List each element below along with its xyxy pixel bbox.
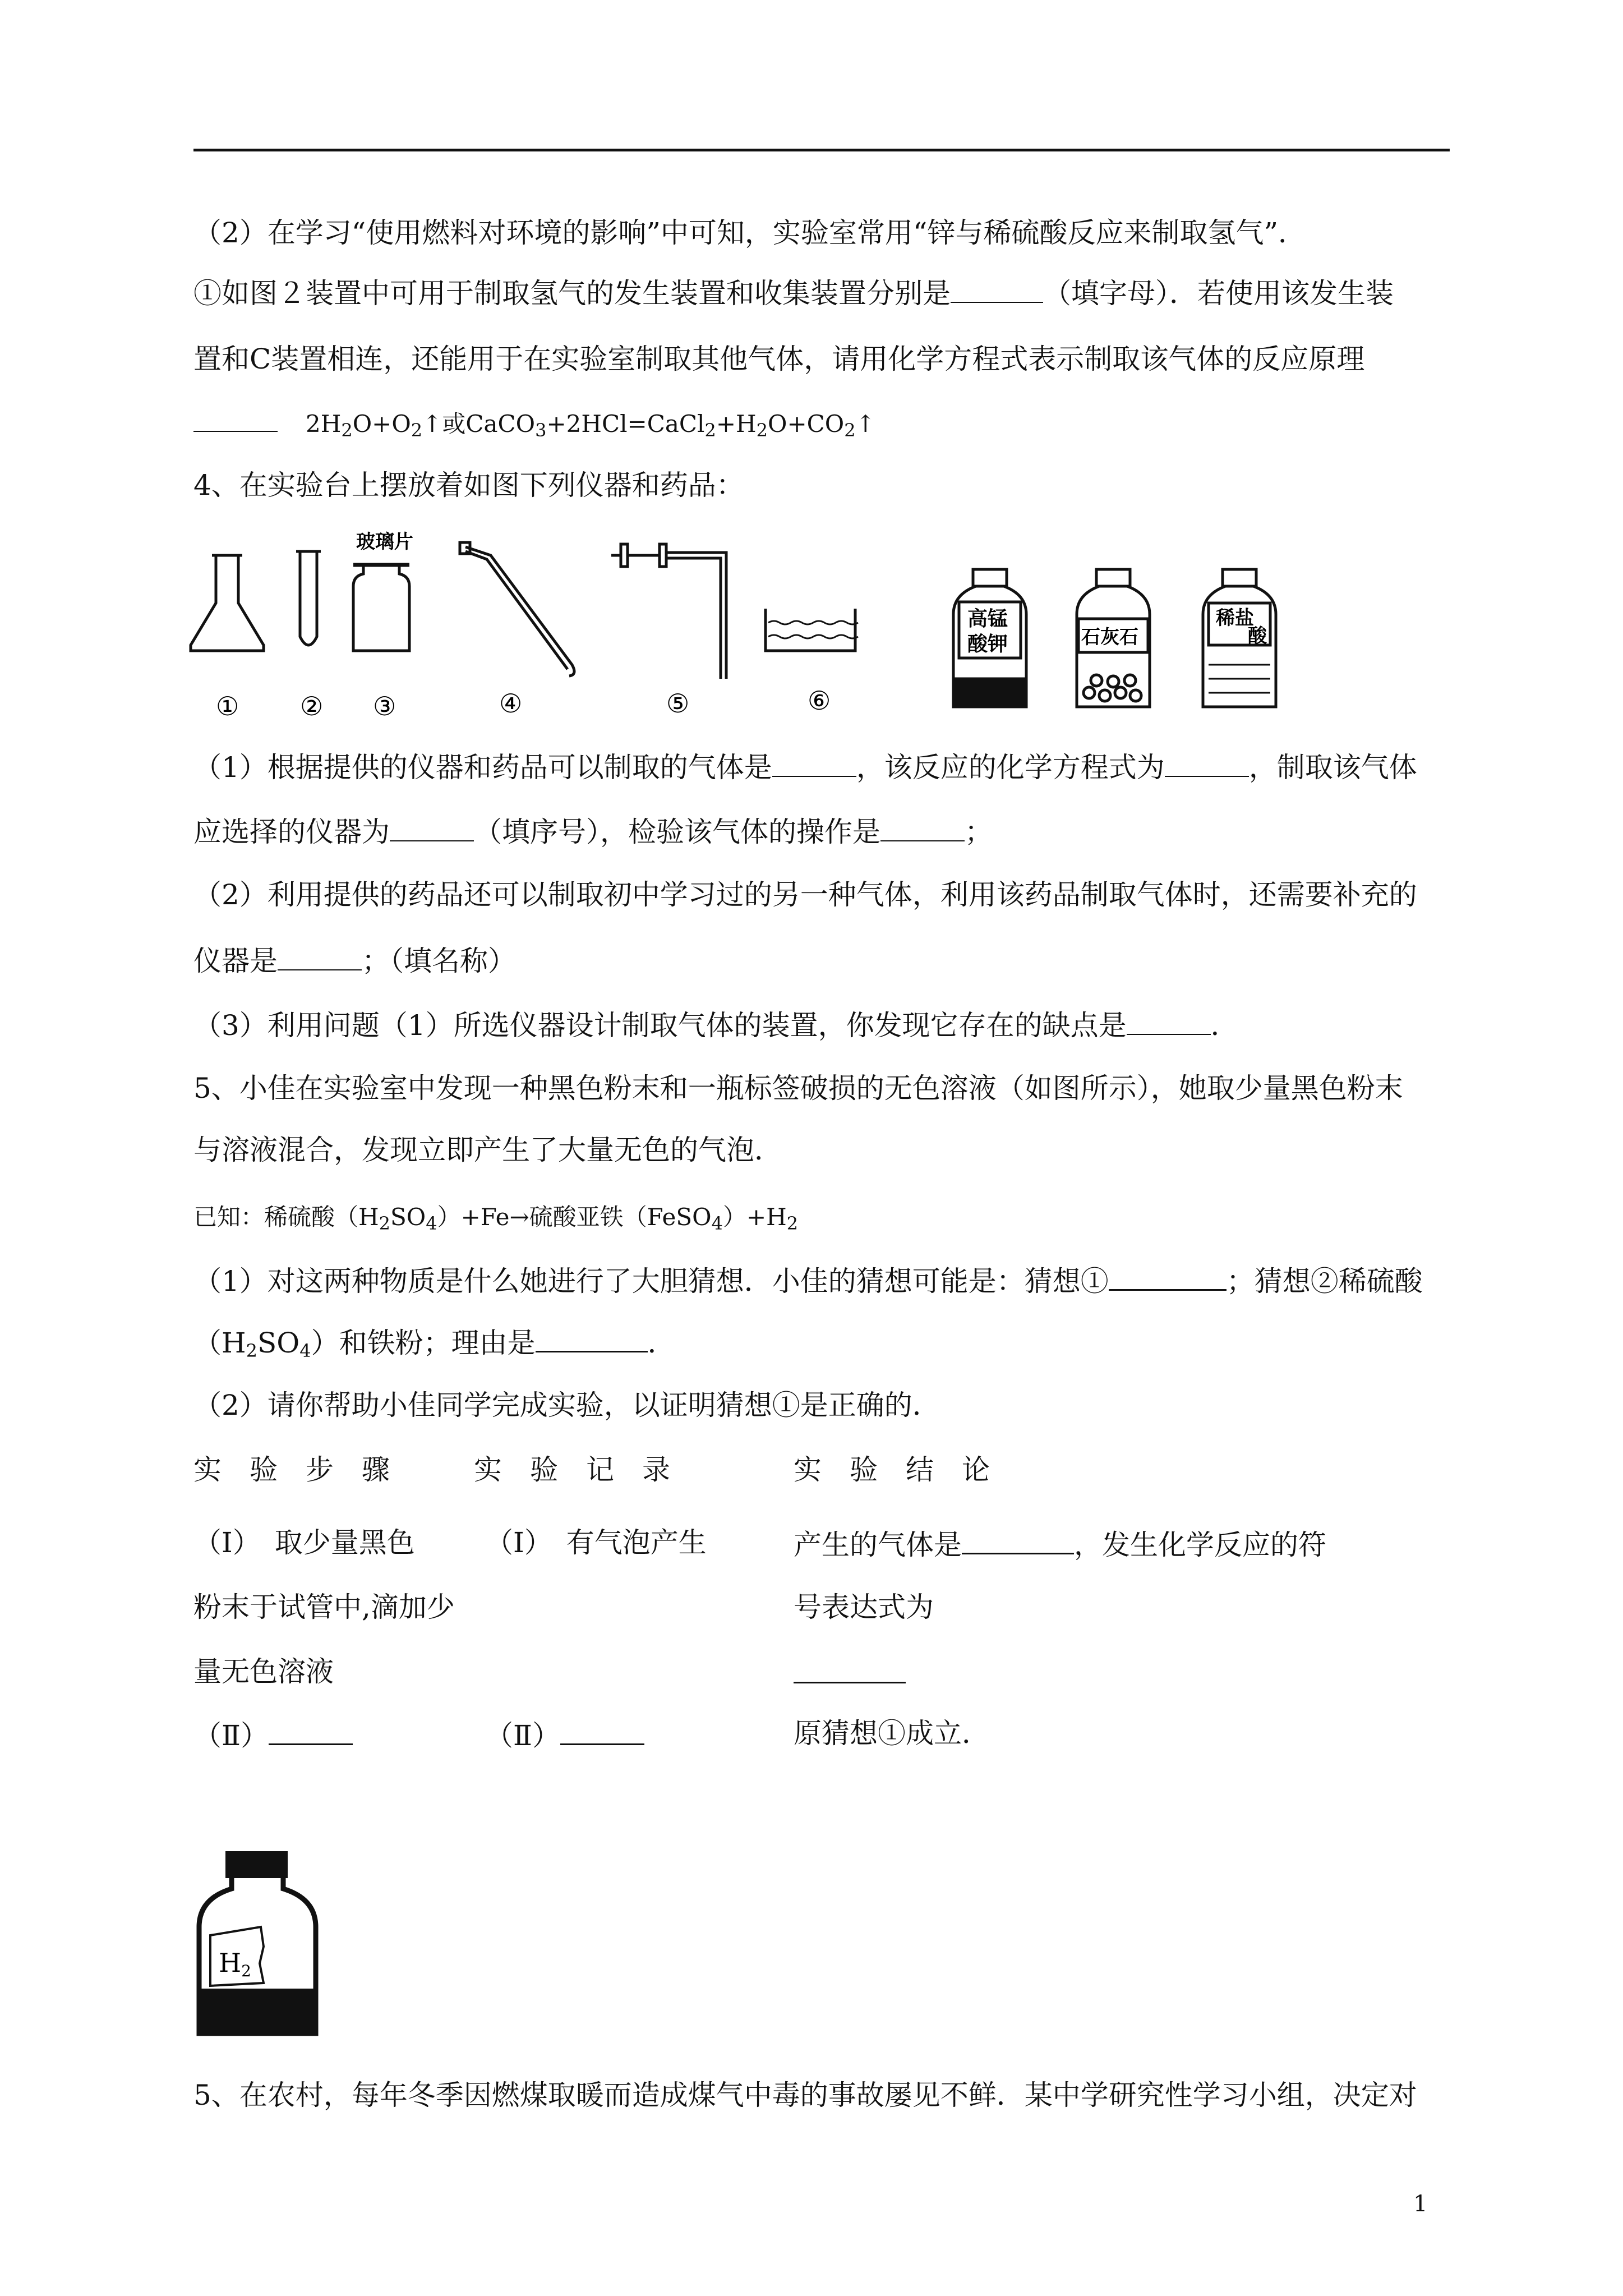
bottle1-label-top: 高锰 <box>967 607 1008 631</box>
table-r4-steps: （Ⅱ） <box>193 1717 353 1752</box>
q3-line3: $2H_2O+O_2↑$或$CaCO_3+2HCl=CaCl_2+H_2O+CO_2↑$ <box>193 404 875 447</box>
bottle3-label-top: 稀盐 <box>1216 607 1254 629</box>
q4-p2-line2: 仪器是 ；（填名称） <box>193 942 516 978</box>
q3-line1: ①如图２装置中可用于制取氢气的发生装置和收集装置分别是 （填字母）．若使用该发生装 <box>193 275 1394 310</box>
q4-p2-line1: （2）利用提供的药品还可以制取初中学习过的另一种气体，利用该药品制取气体时，还需要补充的 <box>193 878 1417 911</box>
gas-jar-icon <box>353 565 409 651</box>
q4-p3: （3）利用问题（1）所选仪器设计制取气体的装置，你发现它存在的缺点是 ． <box>193 1007 1239 1042</box>
answer-blank[interactable] <box>193 404 278 432</box>
q4-title: 4、在实验台上摆放着如图下列仪器和药品： <box>193 469 744 501</box>
q5-line2: 与溶液混合，发现立即产生了大量无色的气泡． <box>193 1134 782 1166</box>
bottle2-label: 石灰石 <box>1081 626 1138 648</box>
answer-blank[interactable] <box>269 1717 353 1745</box>
table-r3-conclusion-blank <box>794 1655 906 1691</box>
table-r2-steps: 粉末于试管中,滴加少 <box>193 1591 455 1623</box>
bottle3-label-bottom: 酸 <box>1248 625 1267 647</box>
table-r1-steps: （Ⅰ） 取少量黑色 <box>193 1526 415 1559</box>
label-4: ④ <box>499 688 523 719</box>
q5-line1: 5、小佳在实验室中发现一种黑色粉末和一瓶标签破损的无色溶液（如图所示），她取少量黑色粉末 <box>193 1072 1403 1105</box>
table-r3-steps: 量无色溶液 <box>193 1655 334 1688</box>
q4-p1-line1: （1）根据提供的仪器和药品可以制取的气体是 ，该反应的化学方程式为 ，制取该气体 <box>193 749 1417 784</box>
q6-line1: 5、在农村，每年冬季因燃煤取暖而造成煤气中毒的事故屡见不鲜．某中学研究性学习小组，决定对 <box>193 2079 1417 2111</box>
label-3: ③ <box>373 691 396 721</box>
answer-blank[interactable] <box>772 749 856 777</box>
answer-blank[interactable] <box>880 813 965 841</box>
water-trough-icon <box>766 609 858 651</box>
glass-plate-label: 玻璃片 <box>356 531 413 553</box>
bottle-label-text: H2 <box>219 1948 251 1980</box>
label-5: ⑤ <box>666 688 690 719</box>
table-r1-records: （Ⅰ） 有气泡产生 <box>485 1526 707 1559</box>
table-r1-conclusion: 产生的气体是 ，发生化学反应的符 <box>794 1526 1326 1562</box>
answer-blank[interactable] <box>1127 1007 1211 1035</box>
answer-blank[interactable] <box>278 942 362 970</box>
answer-blank[interactable] <box>390 813 474 841</box>
table-header-records: 实 验 记 录 <box>474 1453 670 1486</box>
table-header-conclusion: 实 验 结 论 <box>794 1453 990 1486</box>
table-header-steps: 实 验 步 骤 <box>193 1453 390 1486</box>
q3-line2: 置和C装置相连，还能用于在实验室制取其他气体，请用化学方程式表示制取该气体的反应原理 <box>193 343 1365 375</box>
answer-blank[interactable] <box>1165 749 1249 777</box>
stopper-tube-icon <box>611 544 726 679</box>
answer-blank[interactable] <box>962 1526 1074 1554</box>
reagent-bottle-figure <box>193 1848 322 2039</box>
q4-p1-line2: 应选择的仪器为 （填序号），检验该气体的操作是 ； <box>193 813 993 849</box>
delivery-tube-icon <box>460 542 574 676</box>
page-number: 1 <box>1413 2191 1428 2217</box>
q5-s1-line1: （1）对这两种物质是什么她进行了大胆猜想．小佳的猜想可能是：猜想① ；猜想②稀硫酸 <box>193 1262 1423 1298</box>
label-6: ⑥ <box>808 685 831 716</box>
table-r4-conclusion: 原猜想①成立． <box>794 1717 990 1750</box>
answer-blank[interactable] <box>951 275 1043 303</box>
q5-s2: （2）请你帮助小佳同学完成实验，以证明猜想①是正确的． <box>193 1389 940 1421</box>
answer-blank[interactable] <box>536 1324 648 1352</box>
test-tube-icon <box>296 551 321 645</box>
table-r2-conclusion: 号表达式为 <box>794 1591 934 1623</box>
label-2: ② <box>300 691 324 721</box>
conical-flask-icon <box>191 555 264 651</box>
label-1: ① <box>216 691 239 721</box>
answer-blank[interactable] <box>794 1655 906 1683</box>
answer-blank[interactable] <box>560 1717 644 1745</box>
q5-known: 已知：稀硫酸$(H_2SO_4)+Fe\to$硫酸亚铁$(FeSO_4)+H_2$ <box>193 1203 799 1234</box>
table-r4-records: （Ⅱ） <box>485 1717 644 1752</box>
q5-s1-line2: $(H_2SO_4)$和铁粉；理由是 ． <box>193 1324 676 1368</box>
q3-intro: （2）在学习“使用燃料对环境的影响”中可知，实验室常用“锌与稀硫酸反应来制取氢气”． <box>193 217 1307 249</box>
bottle1-label-bottom: 酸钾 <box>967 632 1008 656</box>
answer-blank[interactable] <box>1109 1262 1227 1291</box>
header-rule <box>193 149 1450 151</box>
q4-apparatus-figure <box>185 524 1307 732</box>
